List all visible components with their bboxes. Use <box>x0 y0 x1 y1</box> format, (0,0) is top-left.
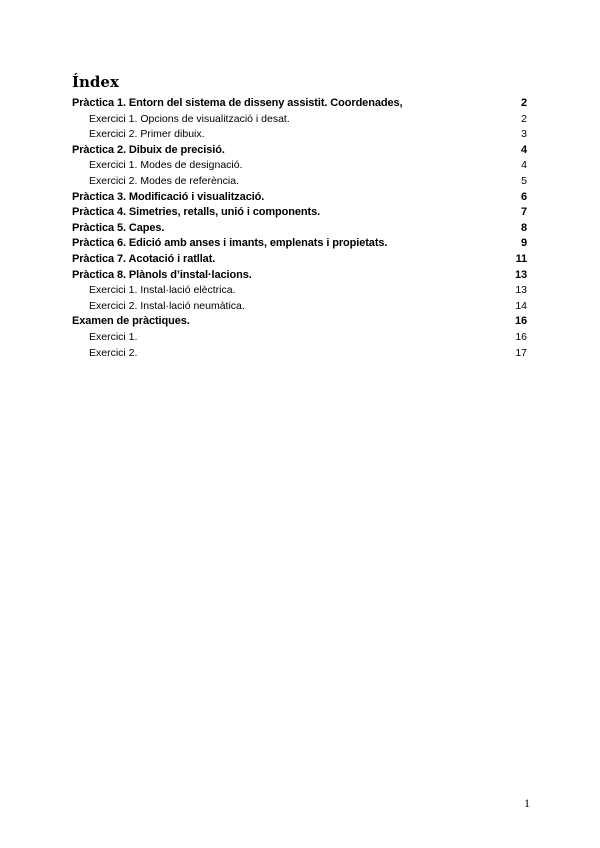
toc-entry-text: Exercici 2. <box>89 346 138 359</box>
toc-entry-page-number: 4 <box>520 143 527 156</box>
toc-exercise-entry[interactable] <box>72 346 527 362</box>
toc-entry-page-number: 2 <box>521 112 527 125</box>
toc-entry-text: Examen de pràctiques. <box>72 315 190 328</box>
toc-entry-text: Pràctica 1. Entorn del sistema de disseny assistit. Coordenades, <box>72 97 403 109</box>
toc-exercise-entry[interactable] <box>72 330 527 346</box>
toc-entry-text: Exercici 1. Modes de designació. <box>89 159 243 172</box>
toc-chapter-entry[interactable] <box>72 236 527 252</box>
toc-chapter-entry[interactable] <box>72 143 527 159</box>
toc-entry-page-number: 5 <box>521 174 527 187</box>
toc-chapter-entry[interactable] <box>72 96 527 112</box>
toc-entry-page-number: 16 <box>514 315 527 328</box>
toc-entry-page-number: 13 <box>514 268 527 281</box>
toc-entry-page-number: 13 <box>515 284 527 297</box>
toc-entry-text: Pràctica 6. Edició amb anses i imants, emplenats i propietats. <box>72 237 388 250</box>
toc-entry-page-number: 3 <box>521 128 527 141</box>
toc-chapter-entry[interactable] <box>72 268 527 284</box>
page-number: 1 <box>524 796 530 810</box>
toc-exercise-entry[interactable] <box>72 174 527 190</box>
toc-entry-page-number: 9 <box>520 237 527 250</box>
toc-entry-page-number: 8 <box>520 221 527 234</box>
toc-chapter-entry[interactable] <box>72 205 527 221</box>
toc-entry-text: Exercici 1. <box>89 330 138 343</box>
toc-entry-text: Pràctica 5. Capes. <box>72 221 165 234</box>
toc-entry-page-number: 14 <box>515 299 527 312</box>
table-of-contents <box>72 96 527 361</box>
toc-entry-text: Pràctica 4. Simetries, retalls, unió i components. <box>72 206 321 219</box>
toc-entry-page-number: 7 <box>520 206 527 219</box>
toc-entry-page-number: 4 <box>521 159 527 172</box>
toc-entry-text: Exercici 2. Instal·lació neumàtica. <box>89 299 245 312</box>
toc-entry-text: Exercici 2. Primer dibuix. <box>89 128 205 141</box>
toc-exercise-entry[interactable] <box>72 158 527 174</box>
toc-entry-text: Pràctica 3. Modificació i visualització. <box>72 190 265 203</box>
toc-exercise-entry[interactable] <box>72 283 527 299</box>
toc-title: Índex <box>72 73 119 91</box>
toc-entry-text: Pràctica 7. Acotació i ratllat. <box>72 252 216 265</box>
toc-chapter-entry[interactable] <box>72 252 527 268</box>
toc-entry-text: Exercici 2. Modes de referència. <box>89 174 239 187</box>
toc-chapter-entry[interactable] <box>72 221 527 237</box>
toc-entry-text: Pràctica 2. Dibuix de precisió. <box>72 143 225 156</box>
toc-entry-text: Pràctica 8. Plànols d’instal·lacions. <box>72 268 252 281</box>
toc-entry-page-number: 11 <box>515 252 527 265</box>
toc-entry-page-number: 6 <box>520 190 527 203</box>
toc-exercise-entry[interactable] <box>72 127 527 143</box>
toc-entry-page-number: 17 <box>515 346 527 359</box>
toc-chapter-entry[interactable] <box>72 314 527 330</box>
toc-entry-page-number: 16 <box>515 330 527 343</box>
toc-exercise-entry[interactable] <box>72 112 527 128</box>
toc-entry-text: Exercici 1. Opcions de visualització i desat. <box>89 112 290 125</box>
toc-entry-text: Exercici 1. Instal·lació elèctrica. <box>89 284 236 297</box>
toc-entry-page-number: 2 <box>520 97 527 109</box>
toc-exercise-entry[interactable] <box>72 299 527 315</box>
toc-chapter-entry[interactable] <box>72 190 527 206</box>
